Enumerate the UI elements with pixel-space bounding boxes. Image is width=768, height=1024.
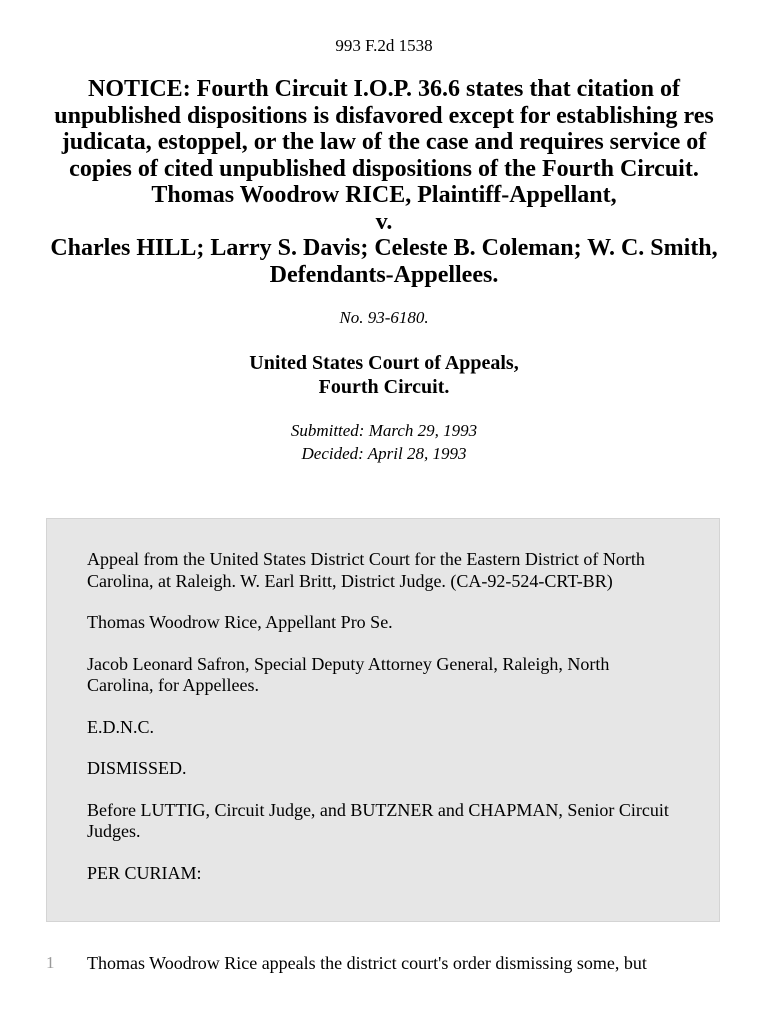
paragraph-text: Thomas Woodrow Rice appeals the district court's order dismissing some, but [87, 953, 647, 973]
per-curiam: PER CURIAM: [87, 862, 202, 883]
docket-number: No. 93-6180. [339, 308, 429, 327]
appeal-from: Appeal from the United States District Court for the Eastern District of North Carolina, at Raleigh. W. Earl Britt, District Judge. (CA-92-524-CRT-BR) [87, 549, 645, 591]
disposition: DISMISSED. [87, 758, 187, 778]
prelims-box [46, 518, 720, 922]
panel: Before LUTTIG, Circuit Judge, and BUTZNER and CHAPMAN, Senior Circuit Judges. [87, 799, 669, 841]
decided-date: Decided: April 28, 1993 [301, 444, 467, 463]
versus-line: v. [375, 208, 393, 235]
court-name-line-2: Fourth Circuit. [318, 376, 450, 398]
case-title [40, 76, 728, 288]
appellees-line: Charles HILL; Larry S. Davis; Celeste B. Coleman; W. C. Smith, Defendants-Appellees. [50, 235, 718, 288]
appellant-line: Thomas Woodrow RICE, Plaintiff-Appellant, [151, 182, 617, 208]
unpublished-notice: NOTICE: Fourth Circuit I.O.P. 36.6 states that citation of unpublished dispositions is disfavored except for establishing res judicata, estoppel, or the law of the case and requires service of copies of cited unpublished dispositions of the Fourth Circuit. [54, 76, 714, 182]
decision-dates [0, 419, 768, 465]
court-name [0, 351, 768, 399]
submitted-date: Submitted: March 29, 1993 [290, 421, 478, 440]
appellee-counsel: Jacob Leonard Safron, Special Deputy Attorney General, Raleigh, North Carolina, for Appellees. [87, 653, 610, 695]
appellant-counsel: Thomas Woodrow Rice, Appellant Pro Se. [87, 612, 393, 632]
case-citation: 993 F.2d 1538 [335, 36, 433, 55]
court-name-line-1: United States Court of Appeals, [249, 352, 519, 374]
lower-court: E.D.N.C. [87, 716, 154, 737]
paragraph-number: 1 [46, 953, 55, 972]
